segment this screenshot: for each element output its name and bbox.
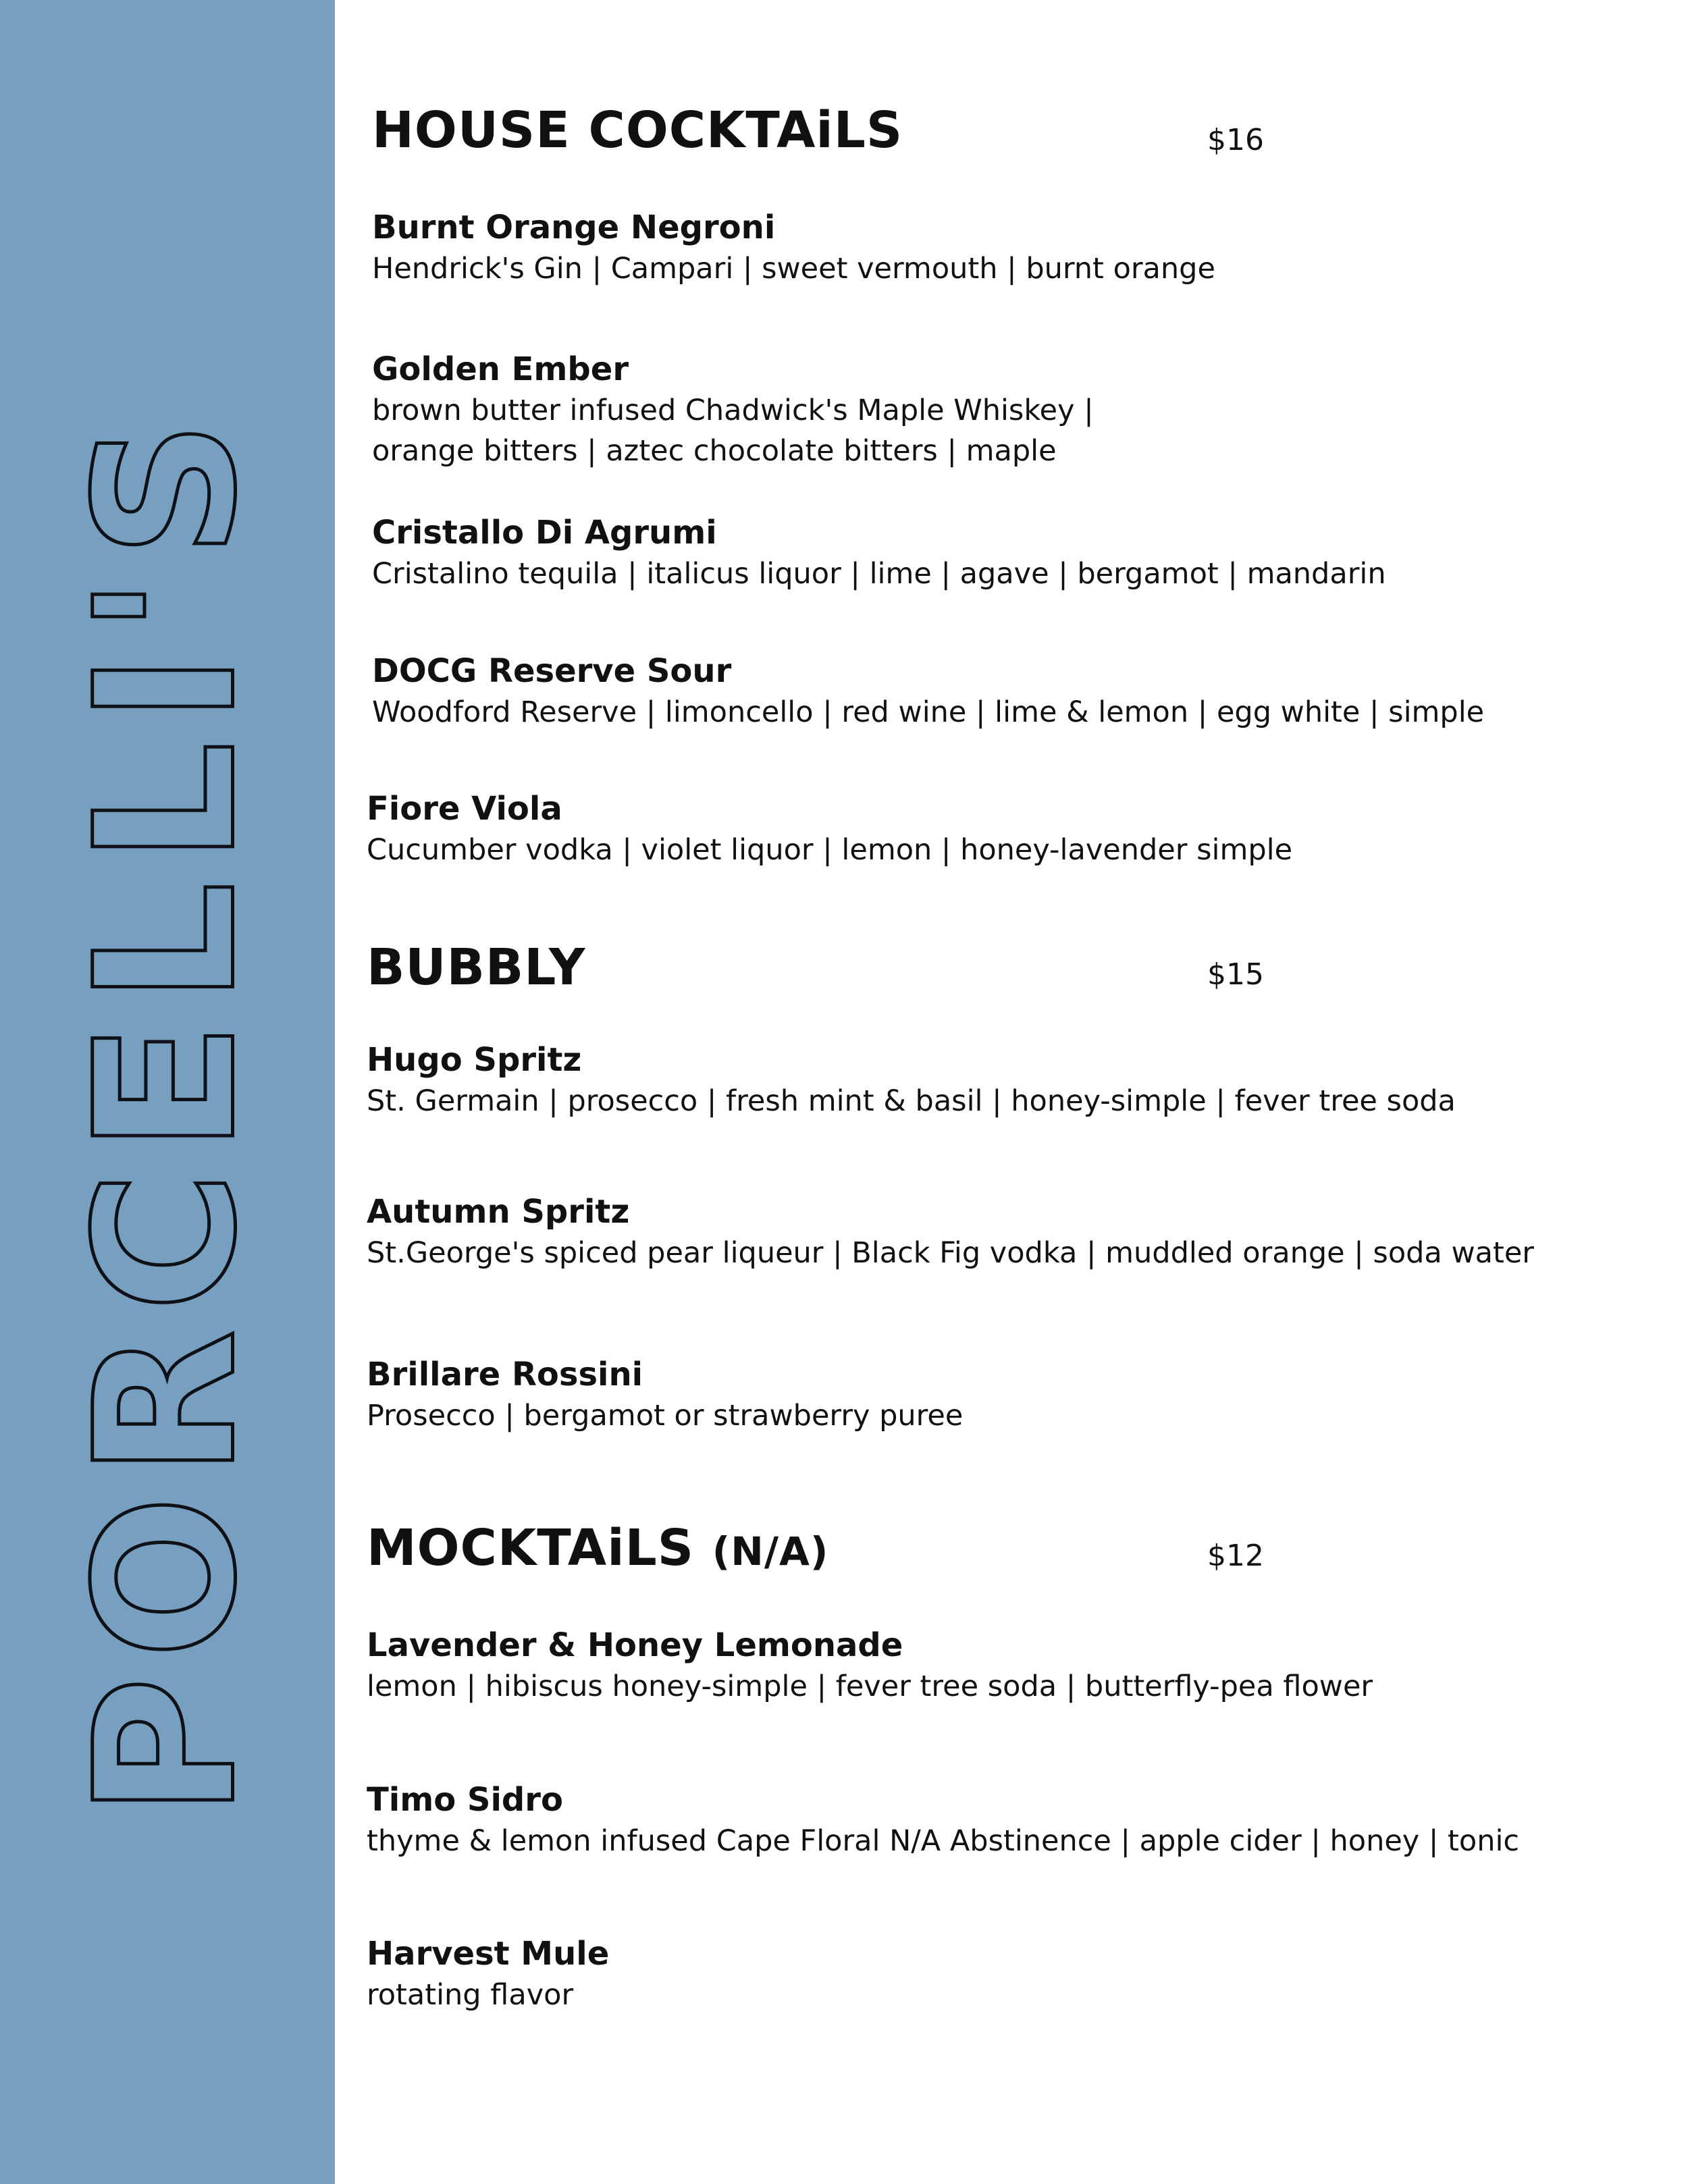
item-name: Golden Ember (372, 350, 629, 388)
item-name: Fiore Viola (367, 790, 562, 828)
item-name: Hugo Spritz (367, 1041, 582, 1079)
menu-item (367, 1039, 1456, 1121)
section-heading (372, 101, 903, 159)
item-name: Brillare Rossini (367, 1356, 643, 1393)
section-title: HOUSE COCKTAiLS (372, 101, 903, 159)
item-description: St.George's spiced pear liqueur | Black Fig vodka | muddled orange | soda water (367, 1236, 1534, 1270)
item-description: Hendrick's Gin | Campari | sweet vermouth | burnt orange (372, 252, 1215, 286)
section-price: $12 (1207, 1539, 1264, 1573)
menu-item (372, 207, 1215, 289)
item-name: Cristallo Di Agrumi (372, 514, 717, 552)
item-name: Harvest Mule (367, 1935, 610, 1973)
item-description: St. Germain | prosecco | fresh mint & basil | honey-simple | fever tree soda (367, 1084, 1456, 1118)
section-price: $16 (1207, 123, 1264, 157)
item-description: brown butter infused Chadwick's Maple Whiskey | orange bitters | aztec chocolate bitters | maple (372, 394, 1094, 468)
item-name: Autumn Spritz (367, 1193, 630, 1231)
menu-item (367, 1933, 609, 2015)
item-description: Cristalino tequila | italicus liquor | lime | agave | bergamot | mandarin (372, 557, 1386, 591)
item-description: Woodford Reserve | limoncello | red wine | lime & lemon | egg white | simple (372, 695, 1485, 729)
section-heading (367, 1519, 829, 1577)
brand-wordmark: PORCELLI'S (54, 402, 279, 1818)
section-heading (367, 938, 586, 996)
menu-item (367, 1354, 963, 1436)
menu-item (367, 788, 1292, 870)
section-title: BUBBLY (367, 938, 586, 996)
item-description: lemon | hibiscus honey-simple | fever tree soda | butterfly-pea flower (367, 1670, 1373, 1703)
section-price: $15 (1207, 957, 1264, 992)
brand-sidebar (0, 0, 335, 2184)
section-title-suffix: (N/A) (712, 1528, 829, 1574)
item-description: thyme & lemon infused Cape Floral N/A Abstinence | apple cider | honey | tonic (367, 1824, 1520, 1858)
menu-item (372, 348, 1094, 471)
menu-item (367, 1191, 1534, 1273)
item-name: Lavender & Honey Lemonade (367, 1626, 903, 1664)
menu-item (372, 650, 1484, 733)
item-name: DOCG Reserve Sour (372, 652, 732, 690)
menu-item (367, 1624, 1373, 1707)
item-description: rotating flavor (367, 1978, 574, 2012)
item-name: Timo Sidro (367, 1781, 563, 1819)
item-name: Burnt Orange Negroni (372, 209, 776, 246)
section-title: MOCKTAiLS (367, 1519, 695, 1577)
menu-item (372, 512, 1386, 594)
menu-item (367, 1779, 1519, 1861)
item-description: Cucumber vodka | violet liquor | lemon | honey-lavender simple (367, 833, 1293, 867)
item-description: Prosecco | bergamot or strawberry puree (367, 1399, 964, 1433)
